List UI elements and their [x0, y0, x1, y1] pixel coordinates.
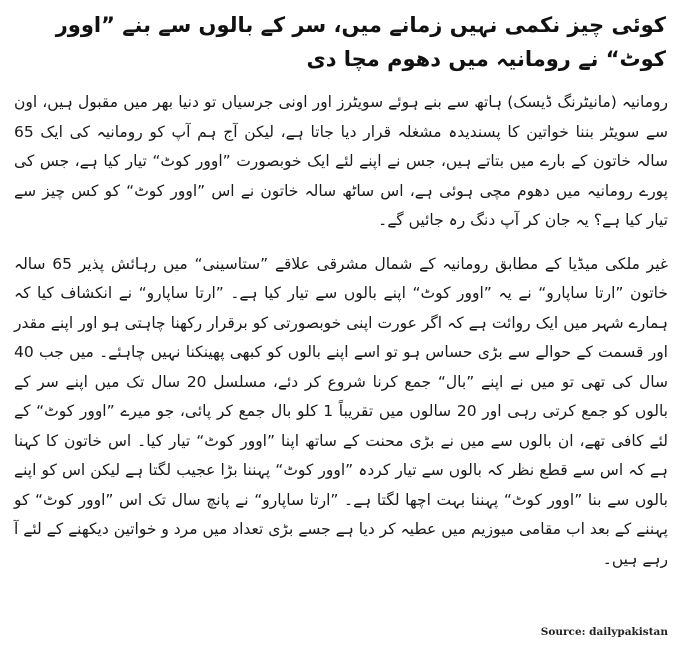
article-paragraph-intro: رومانیہ (مانیٹرنگ ڈیسک) ہاتھ سے بنے ہوئے سویٹرز اور اونی جرسیاں تو دنیا بھر میں مقبول ہیں، اون سے سویٹر بننا خواتین کا پسندیدہ مشغلہ قرار دیا جاتا ہے، لیکن آج ہم آپ کو رومانیہ کی ایک 65 سالہ خاتون کے بارے میں بتاتے ہیں، جس نے اپنے لئے ایک خوبصورت ”اوور کوٹ“ تیار کیا ہے، جس کی پورے رومانیہ میں دھوم مچی ہوئی ہے، اس ساٹھ سالہ خاتون نے اس ”اوور کوٹ“ کو کس چیز سے تیار کیا ہے؟ یہ جان کر آپ دنگ رہ جائیں گے۔ [14, 93, 668, 229]
article-headline: کوئی چیز نکمی نہیں زمانے میں، سر کے بالوں سے بنے ”اوور کوٹ“ نے رومانیہ میں دھوم مچا دی [55, 13, 666, 71]
source-credit: Source: dailypakistan [540, 626, 668, 638]
article [14, 8, 668, 644]
article-paragraph-body: غیر ملکی میڈیا کے مطابق رومانیہ کے شمال مشرقی علاقے ”ستاسینی“ میں رہائش پذیر 65 سالہ خاتون ”ارتا ساپارو“ نے یہ ”اوور کوٹ“ اپنے بالوں سے تیار کیا ہے۔ ”ارتا ساپارو“ نے انکشاف کیا کہ ہمارے شہر میں ایک روائت ہے کہ اگر عورت اپنی خوبصورتی کو برقرار رکھنا چاہتی ہو اور اپنے مقدر اور قسمت کے حوالے سے بڑی حساس ہو تو اسے اپنے بالوں کو کبھی پھینکنا نہیں چاہئے۔ میں جب 40 سال کی تھی تو میں نے اپنے ”بال“ جمع کرنا شروع کر دئے، مسلسل 20 سال تک میں اپنے سر کے بالوں کو جمع کرتی رہی اور 20 سالوں میں تقریباً 1 کلو بال جمع کر پائی، جو میرے ”اوور کوٹ“ کے لئے کافی تھے، ان بالوں سے میں نے بڑی محنت کے ساتھ اپنا ”اوور کوٹ“ تیار کیا۔ اس خاتون کا کہنا ہے کہ اس سے قطع نظر کہ بالوں سے تیار کردہ ”اوور کوٹ“ پہننا بڑا عجیب لگتا ہے لیکن اس کو اپنے بالوں سے بنا ”اوور کوٹ“ پہننا بہت اچھا لگتا ہے۔ ”ارتا ساپارو“ نے پانچ سال تک اس ”اوور کوٹ“ کو پہننے کے بعد اب مقامی میوزیم میں عطیہ کر دیا ہے جسے بڑی تعداد میں مرد و خواتین دیکھنے کے لئے آ رہے ہیں۔ [14, 254, 669, 568]
